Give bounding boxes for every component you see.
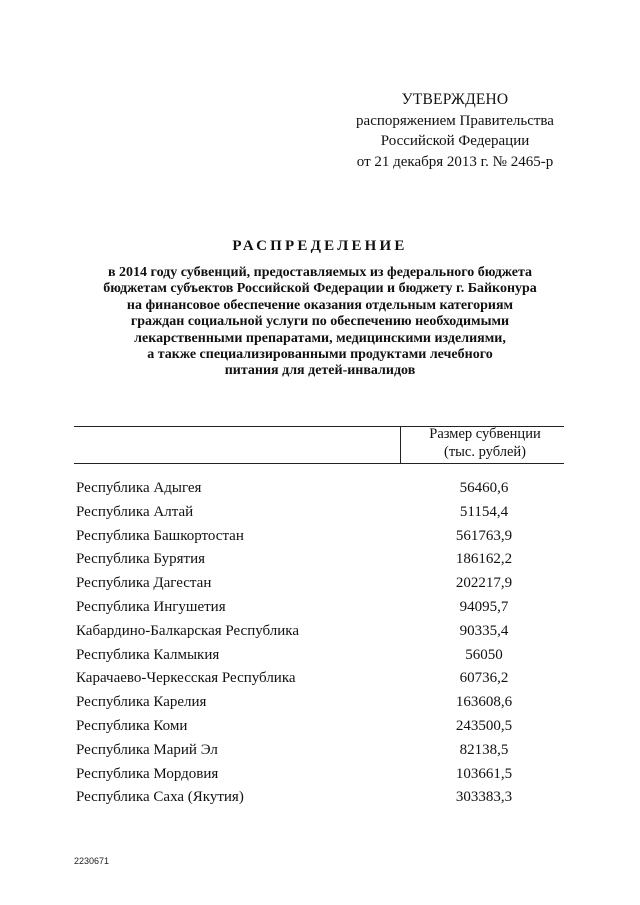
- table-row: [76, 597, 566, 621]
- approval-block: [330, 90, 580, 172]
- table-header-rule: [74, 463, 564, 464]
- column-header-line-2: (тыс. рублей): [444, 444, 526, 460]
- subsidy-amount: 561763,9: [455, 527, 513, 544]
- subtitle-line: лекарственными препаратами, медицинскими изделиями,: [134, 330, 506, 346]
- table-row: [76, 764, 566, 788]
- subsidy-amount: 51154,4: [459, 503, 509, 520]
- subsidy-amount: 82138,5: [459, 741, 509, 758]
- table-row: [76, 478, 566, 502]
- table-row: [76, 692, 566, 716]
- region-name: Карачаево-Черкесская Республика: [76, 670, 296, 687]
- table-row: [76, 526, 566, 550]
- region-name: Республика Бурятия: [76, 551, 206, 568]
- table-row: [76, 740, 566, 764]
- subsidy-amount: 186162,2: [455, 551, 513, 568]
- region-name: Республика Коми: [76, 717, 188, 734]
- subsidy-amount: 56050: [465, 646, 503, 663]
- table-column-divider: [400, 426, 401, 463]
- column-header-line-1: Размер субвенции: [429, 426, 541, 442]
- region-name: Республика Ингушетия: [76, 598, 226, 615]
- approval-line-2: Российской Федерации: [380, 133, 530, 149]
- table-row: [76, 787, 566, 811]
- table-row: [76, 549, 566, 573]
- subtitle-line: а также специализированными продуктами лечебного: [147, 347, 493, 363]
- region-name: Республика Карелия: [76, 694, 207, 711]
- region-name: Республика Марий Эл: [76, 741, 218, 758]
- table-row: [76, 573, 566, 597]
- region-name: Республика Башкортостан: [76, 527, 244, 544]
- subsidy-amount: 243500,5: [455, 717, 513, 734]
- table-body: [76, 478, 566, 811]
- region-name: Кабардино-Балкарская Республика: [76, 622, 300, 639]
- document-heading: [60, 238, 580, 380]
- region-name: Республика Калмыкия: [76, 646, 220, 663]
- region-name: Республика Адыгея: [76, 480, 202, 496]
- subtitle-line: на финансовое обеспечение оказания отдельным категориям: [126, 297, 514, 313]
- subtitle-line: в 2014 году субвенций, предоставляемых из федерального бюджета: [108, 265, 532, 280]
- document-code: 2230671: [74, 856, 110, 866]
- subsidy-amount: 163608,6: [455, 694, 513, 711]
- region-name: Республика Алтай: [76, 503, 194, 520]
- subsidy-amount: 103661,5: [455, 765, 513, 782]
- subsidy-amount: 56460,6: [459, 480, 509, 496]
- subsidy-amount: 303383,3: [455, 789, 513, 806]
- subtitle-line: бюджетам субъектов Российской Федерации и бюджету г. Байконура: [103, 281, 537, 297]
- table-row: [76, 621, 566, 645]
- subtitle-line: питания для детей-инвалидов: [224, 363, 416, 379]
- subsidy-amount: 60736,2: [459, 670, 509, 687]
- document-subtitle: [60, 265, 580, 380]
- region-name: Республика Саха (Якутия): [76, 789, 244, 806]
- subsidy-amount: 94095,7: [459, 598, 509, 615]
- table-row: [76, 502, 566, 526]
- region-name: Республика Мордовия: [76, 765, 219, 782]
- approval-line-1: распоряжением Правительства: [356, 112, 554, 129]
- subtitle-line: граждан социальной услуги по обеспечению необходимыми: [130, 314, 510, 330]
- table-row: [76, 668, 566, 692]
- table-row: [76, 716, 566, 740]
- subsidy-amount: 202217,9: [455, 575, 513, 592]
- column-header-amount: [410, 425, 560, 461]
- subsidy-amount: 90335,4: [459, 622, 509, 639]
- approval-stamp: УТВЕРЖДЕНО: [401, 91, 509, 108]
- region-name: Республика Дагестан: [76, 575, 212, 592]
- document-title: РАСПРЕДЕЛЕНИЕ: [232, 238, 408, 254]
- approval-line-3: от 21 декабря 2013 г. № 2465-р: [356, 153, 554, 170]
- table-row: [76, 645, 566, 669]
